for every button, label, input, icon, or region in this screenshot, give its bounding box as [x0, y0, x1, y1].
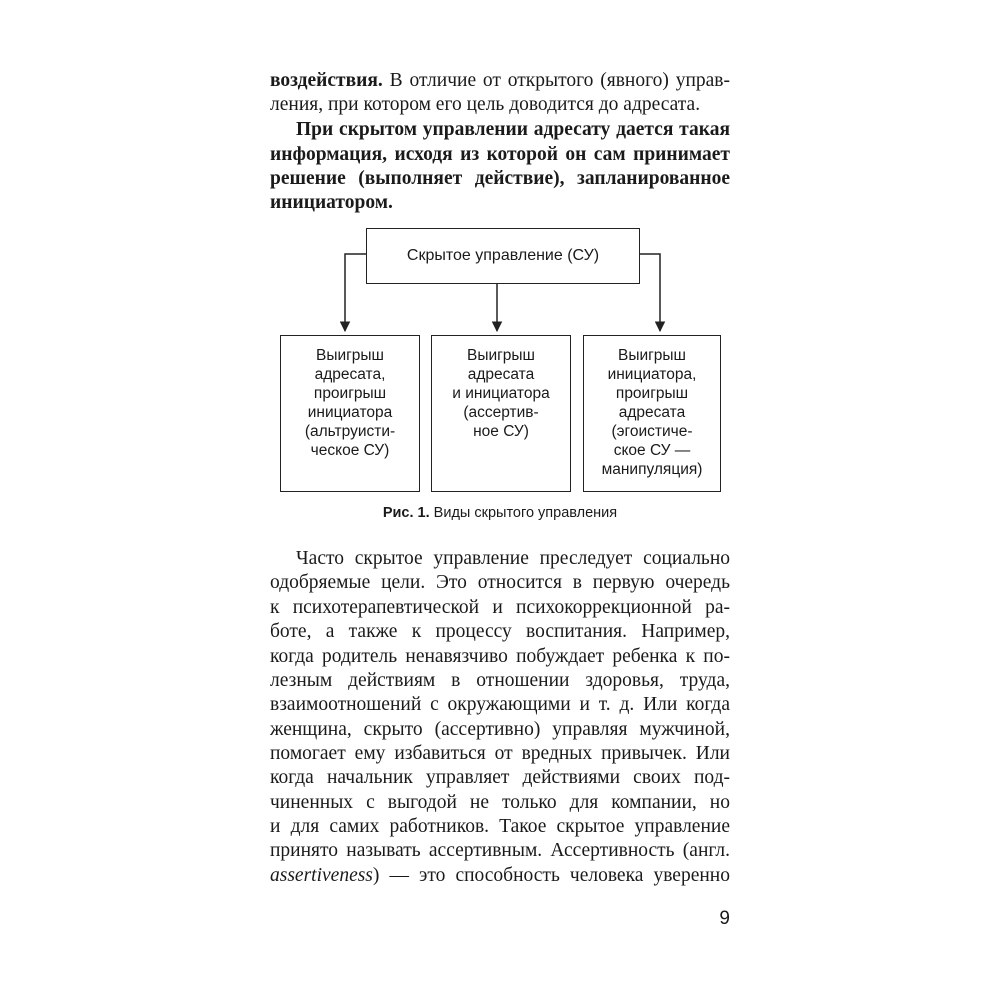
- box-line: инициатора: [307, 404, 393, 421]
- italic-term: assertiveness: [270, 865, 373, 886]
- box-line: инициатора,: [607, 366, 697, 383]
- body-line: одобряемые цели. Это относится в первую очередь: [270, 572, 730, 593]
- bold-para-line: решение (выполняет действие), запланированное: [270, 168, 730, 189]
- connector-right: [639, 254, 660, 331]
- box-line: ное СУ): [473, 423, 529, 440]
- box-line: ческое СУ): [310, 442, 390, 459]
- body-line: когда начальник управляет действиями своих под-: [270, 767, 730, 788]
- body-line: когда родитель ненавязчиво побуждает ребенка к по-: [270, 646, 730, 667]
- connector-left: [345, 254, 367, 331]
- figure-caption: [270, 505, 730, 521]
- caption-label: Рис. 1.: [382, 505, 430, 521]
- bold-para-line: При скрытом управлении адресату дается такая: [296, 119, 730, 140]
- box-line: ское СУ —: [613, 442, 691, 459]
- box-line: (эгоистиче-: [611, 423, 693, 440]
- body-line: к психотерапевтической и психокоррекционной ра-: [270, 597, 730, 618]
- diagram-box-altruistic: [280, 335, 420, 492]
- body-line-last: [270, 864, 730, 888]
- box-line: манипуляция): [601, 461, 703, 478]
- diagram-box-egoistic: [583, 335, 721, 492]
- intro-line-1-rest: В отличие от открытого (явного) управ-: [382, 70, 730, 91]
- box-line: (альтруисти-: [304, 423, 396, 440]
- box-line: проигрыш: [313, 385, 387, 402]
- box-line: проигрыш: [615, 385, 689, 402]
- box-line: адресата,: [314, 366, 386, 383]
- box-line: Выигрыш: [618, 347, 686, 364]
- box-line: и инициатора: [452, 385, 550, 402]
- body-line: Часто скрытое управление преследует социально: [296, 548, 730, 569]
- box-line: Выигрыш: [316, 347, 384, 364]
- body-line: чиненных с выгодой не только для компании, но: [270, 792, 730, 813]
- box-line: адресата: [618, 404, 686, 421]
- box-line: адресата: [467, 366, 535, 383]
- diagram-box-assertive: [431, 335, 571, 492]
- caption-text: Виды скрытого управления: [429, 505, 618, 521]
- body-line-last-rest: ) — это способность человека уверенно: [372, 865, 730, 886]
- box-line: (ассертив-: [463, 404, 539, 421]
- body-line: боте, а также к процессу воспитания. Например,: [270, 621, 730, 642]
- body-line: лезным действиям в отношении здоровья, труда,: [270, 670, 730, 691]
- box-line: Выигрыш: [467, 347, 535, 364]
- intro-line-2: ления, при котором его цель доводится до адресата.: [270, 94, 701, 115]
- intro-bold-word: воздействия.: [270, 70, 383, 91]
- diagram-root-label: Скрытое управление (СУ): [406, 247, 600, 264]
- body-line: принято называть ассертивным. Ассертивность (англ.: [270, 840, 730, 861]
- body-line: женщина, скрыто (ассертивно) управляя мужчиной,: [270, 719, 730, 740]
- bold-para-line: информация, исходя из которой он сам принимает: [270, 144, 730, 165]
- bold-para-line: инициатором.: [270, 192, 393, 213]
- page-number: 9: [719, 908, 730, 929]
- body-line: взаимоотношений с окружающими и т. д. Или когда: [270, 694, 730, 715]
- body-line: и для самих работников. Такое скрытое управление: [270, 816, 730, 837]
- body-line: помогает ему избавиться от вредных привычек. Или: [270, 743, 730, 764]
- diagram-root-box: [366, 228, 640, 284]
